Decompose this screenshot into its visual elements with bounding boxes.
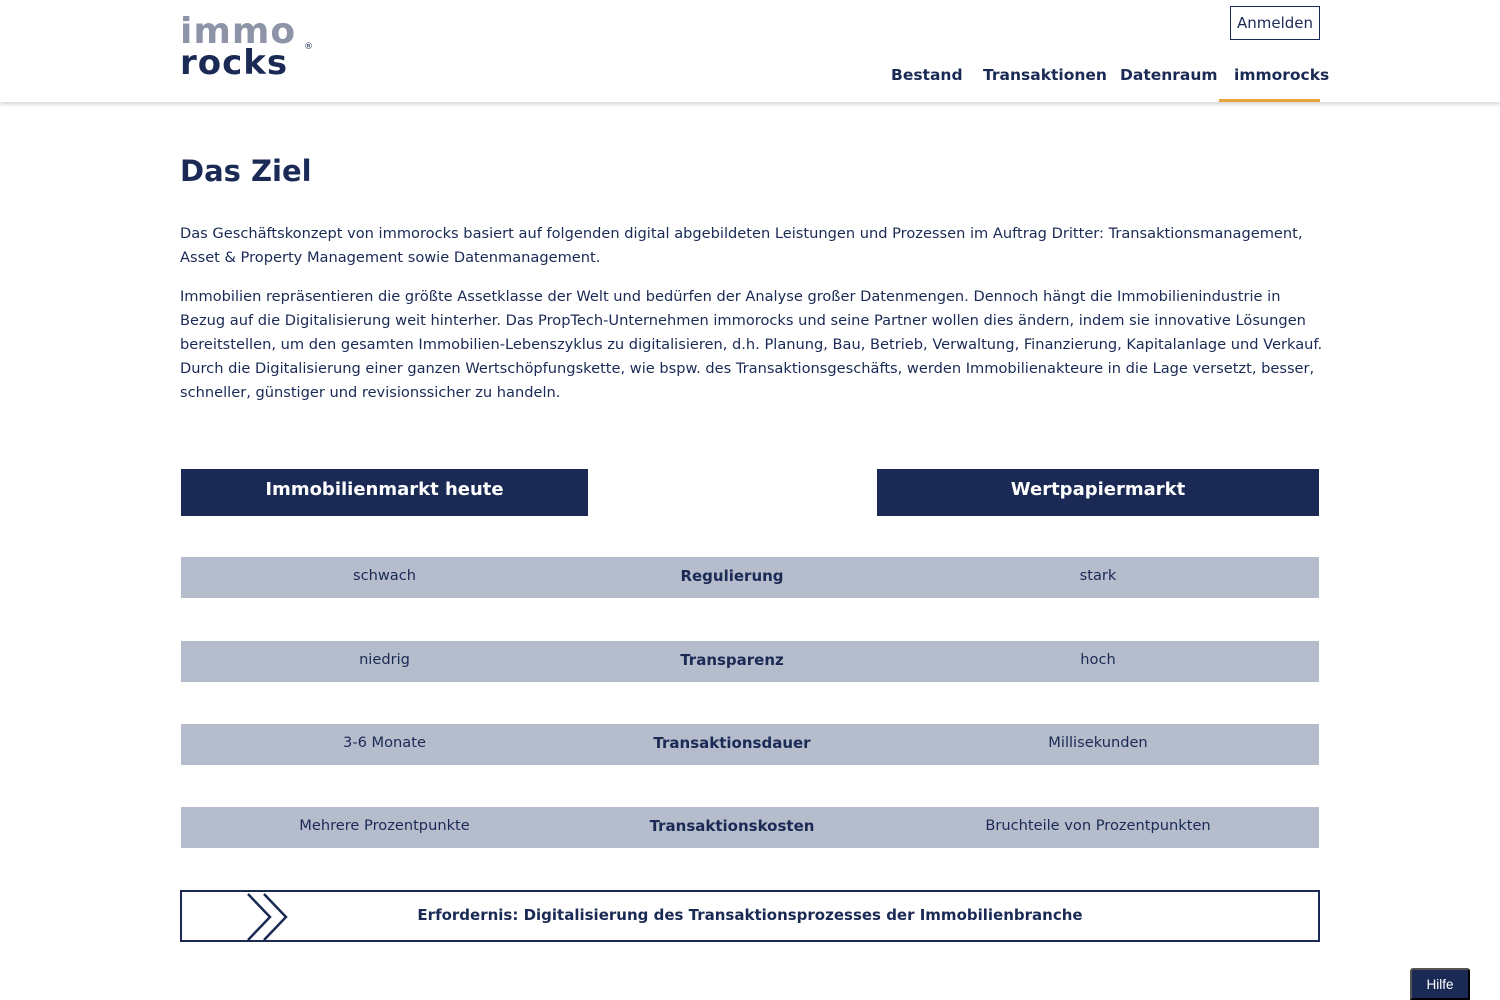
column-header-real-estate: Immobilienmarkt heute (181, 469, 588, 516)
intro-paragraph: Das Geschäftskonzept von immorocks basiert auf folgenden digital abgebildeten Leistungen und Prozessen im Auftrag Dritter: Transaktionsmanagement, Asset & Property Management sowie Datenmanagement. (180, 225, 1303, 266)
nav-item-bestand[interactable]: Bestand (891, 66, 963, 84)
registered-mark: ® (304, 42, 313, 52)
page-title: Das Ziel (180, 154, 312, 188)
row-criterion: Regulierung (680, 567, 784, 585)
login-button[interactable]: Anmelden (1230, 6, 1320, 40)
row-criterion: Transaktionsdauer (653, 734, 811, 752)
logo-line-rocks: rocks (180, 43, 289, 83)
description-paragraph: Immobilien repräsentieren die größte Assetklasse der Welt und bedürfen der Analyse großer Datenmengen. Dennoch hängt die Immobilienindustrie in Bezug auf die Digitalisierung weit hinterher. Das PropTech-Unternehmen immorocks und seine Partner wollen dies ändern, indem sie innovative Lösungen bereitstellen, um den gesamten Immobilien-Lebenszyklus zu digitalisieren, d.h. Planung, Bau, Betrieb, Verwaltung, Finanzierung, Kapitalanlage und Verkauf. Durch die Digitalisierung einer ganzen Wertschöpfungskette, wie bspw. des Transaktionsgeschäfts, werden Immobilienakteure in die Lage versetzt, besser, schneller, günstiger und revisionssicher zu handeln. (180, 288, 1323, 401)
row-right-value: Bruchteile von Prozentpunkten (985, 817, 1211, 834)
site-header (0, 0, 1500, 102)
comparison-row-regulierung (181, 557, 1319, 598)
nav-item-datenraum[interactable]: Datenraum (1120, 66, 1218, 84)
row-right-value: hoch (1080, 651, 1116, 668)
nav-item-transaktionen[interactable]: Transaktionen (983, 66, 1107, 84)
comparison-row-transaktionsdauer (181, 724, 1319, 765)
row-left-value: 3-6 Monate (343, 734, 426, 751)
row-left-value: schwach (352, 567, 417, 584)
main-nav (0, 64, 1500, 102)
nav-item-immorocks[interactable]: immorocks (1219, 64, 1320, 102)
column-header-securities: Wertpapiermarkt (877, 469, 1319, 516)
requirement-text: Erfordernis: Digitalisierung des Transaktionsprozesses der Immobilienbranche (417, 906, 1083, 924)
requirement-box (180, 890, 1320, 942)
row-criterion: Transparenz (680, 651, 784, 669)
logo-line-immo: immo (180, 11, 297, 52)
row-left-value: niedrig (359, 651, 410, 668)
row-right-value: Millisekunden (1048, 734, 1148, 751)
comparison-row-transaktionskosten (181, 807, 1319, 848)
row-criterion: Transaktionskosten (649, 817, 815, 835)
help-button[interactable]: Hilfe (1410, 968, 1470, 1000)
comparison-row-transparenz (181, 641, 1319, 682)
row-left-value: Mehrere Prozentpunkte (299, 817, 470, 834)
row-right-value: stark (1079, 567, 1117, 584)
